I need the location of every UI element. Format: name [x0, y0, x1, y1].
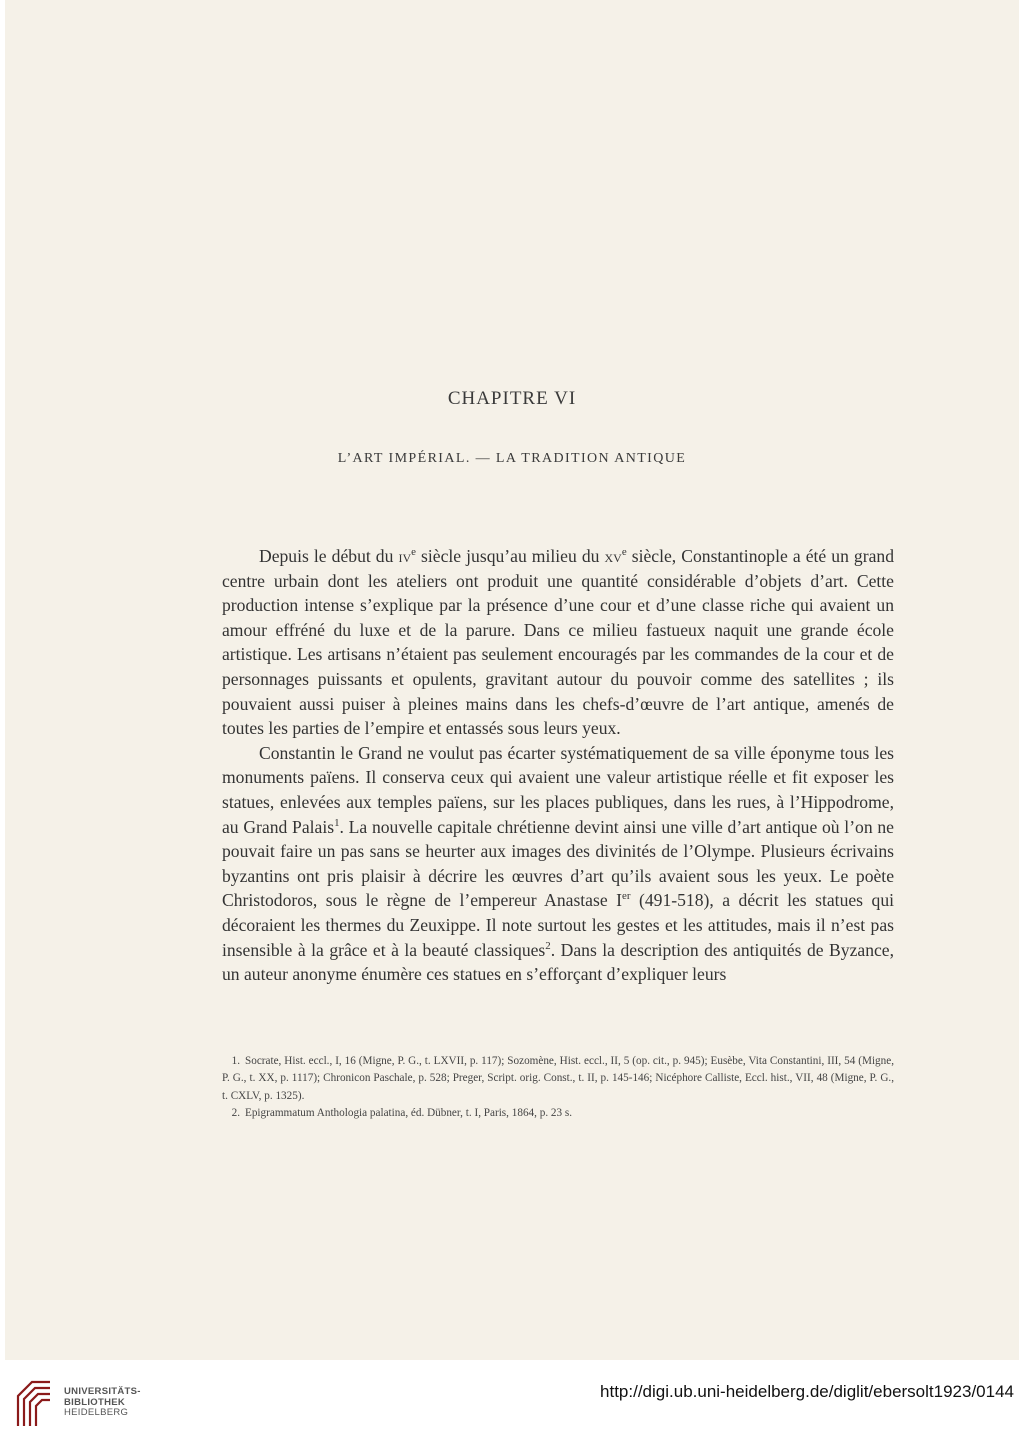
footnotes — [222, 1053, 894, 1122]
footnote-text: Epigrammatum Anthologia palatina, éd. Dübner, t. I, Paris, 1864, p. 23 s. — [245, 1106, 573, 1119]
text-run: Constantin le Grand ne voulut pas écarter systématiquement de sa ville éponyme tous les monuments païens. Il conserva ceux qui avaient une valeur artistique réelle et fit exposer les statues, enlevées aux temples païens, sur les places publiques, dans les rues, à l’Hippodrome, au Grand Palais — [222, 742, 894, 837]
footnote-number: 2. — [231, 1106, 240, 1119]
footnote — [222, 1053, 894, 1105]
library-logo-icon[interactable] — [12, 1376, 56, 1428]
paragraph — [222, 741, 894, 987]
superscript: e — [621, 546, 627, 559]
footnote-text: Socrate, Hist. eccl., I, 16 (Migne, P. G., t. LXVII, p. 117); Sozomène, Hist. eccl., II, 5 (op. cit., p. 945); Eusèbe, Vita Constantini, III, 54 (Migne, P. G., t. XX, p. 1117); Chronicon Paschale, p. 528; Preger, Script. orig. Const., t. II, p. 145-146; Nicéphore Calliste, Eccl. hist., VII, 48 (Migne, P. G., t. CXLV, p. 1325). — [222, 1055, 894, 1102]
chapter-title: CHAPITRE VI — [447, 388, 577, 409]
source-url-link[interactable]: http://digi.ub.uni-heidelberg.de/diglit/ebersolt1923/0144 — [600, 1382, 1014, 1401]
text-run: . La nouvelle capitale chrétienne devint ainsi une ville d’art antique où l’on ne pouvait faire un pas sans se heurter aux images des divinités de l’Olympe. Plusieurs écrivains byzantins ont pris plaisir à décrire les œuvres d’art qu’ils avaient sous les yeux. Le poète Christodoros, sous le règne de l’empereur Anastase I — [222, 816, 894, 911]
superscript: e — [411, 546, 416, 559]
text-run: siècle jusqu’au milieu du — [415, 546, 605, 566]
footnote — [222, 1105, 894, 1122]
footnote-ref[interactable]: 2 — [545, 939, 551, 952]
text-run: . Dans la description des antiquités de Byzance, un auteur anonyme énumère ces statues en s’efforçant d’expliquer leurs — [222, 939, 895, 985]
library-name-line: BIBLIOTHEK — [64, 1396, 126, 1408]
century-numeral: iv — [398, 546, 412, 566]
paragraph — [222, 544, 894, 741]
footnote-number: 1. — [231, 1055, 240, 1067]
body-text — [222, 544, 894, 987]
text-run: Depuis le début du — [259, 546, 399, 566]
library-name — [64, 1387, 141, 1419]
text-run: siècle, Constantinople a été un grand centre urbain dont les ateliers ont produit une quantité considérable d’objets d’art. Cette production intense s’explique par la présence d’une cour et d’une classe riche qui avaient un amour effréné du luxe et de la parure. Dans ce milieu fastueux naquit une grande école artistique. Les artisans n’étaient pas seulement encouragés par les commandes de la cour et de personnages puissants et opulents, gravitant autour du pouvoir comme des satellites ; ils pouvaient aussi puiser à pleines mains dans les chefs-d’œuvre de l’art antique, amenés de toutes les parties de l’empire et entassés sous leurs yeux. — [222, 546, 894, 739]
footnote-ref[interactable]: 1 — [334, 816, 340, 829]
chapter-subtitle: L’ART IMPÉRIAL. — LA TRADITION ANTIQUE — [337, 451, 687, 466]
library-name-line: HEIDELBERG — [64, 1407, 129, 1418]
superscript: er — [622, 890, 631, 903]
century-numeral: xv — [604, 546, 622, 566]
library-name-line: UNIVERSITÄTS- — [64, 1386, 141, 1397]
text-run: (491-518), a décrit les statues qui décoraient les thermes du Zeuxippe. Il note surtout les gestes et les attitudes, mais il n’est pas insensible à la grâce et à la beauté classiques — [222, 890, 895, 960]
